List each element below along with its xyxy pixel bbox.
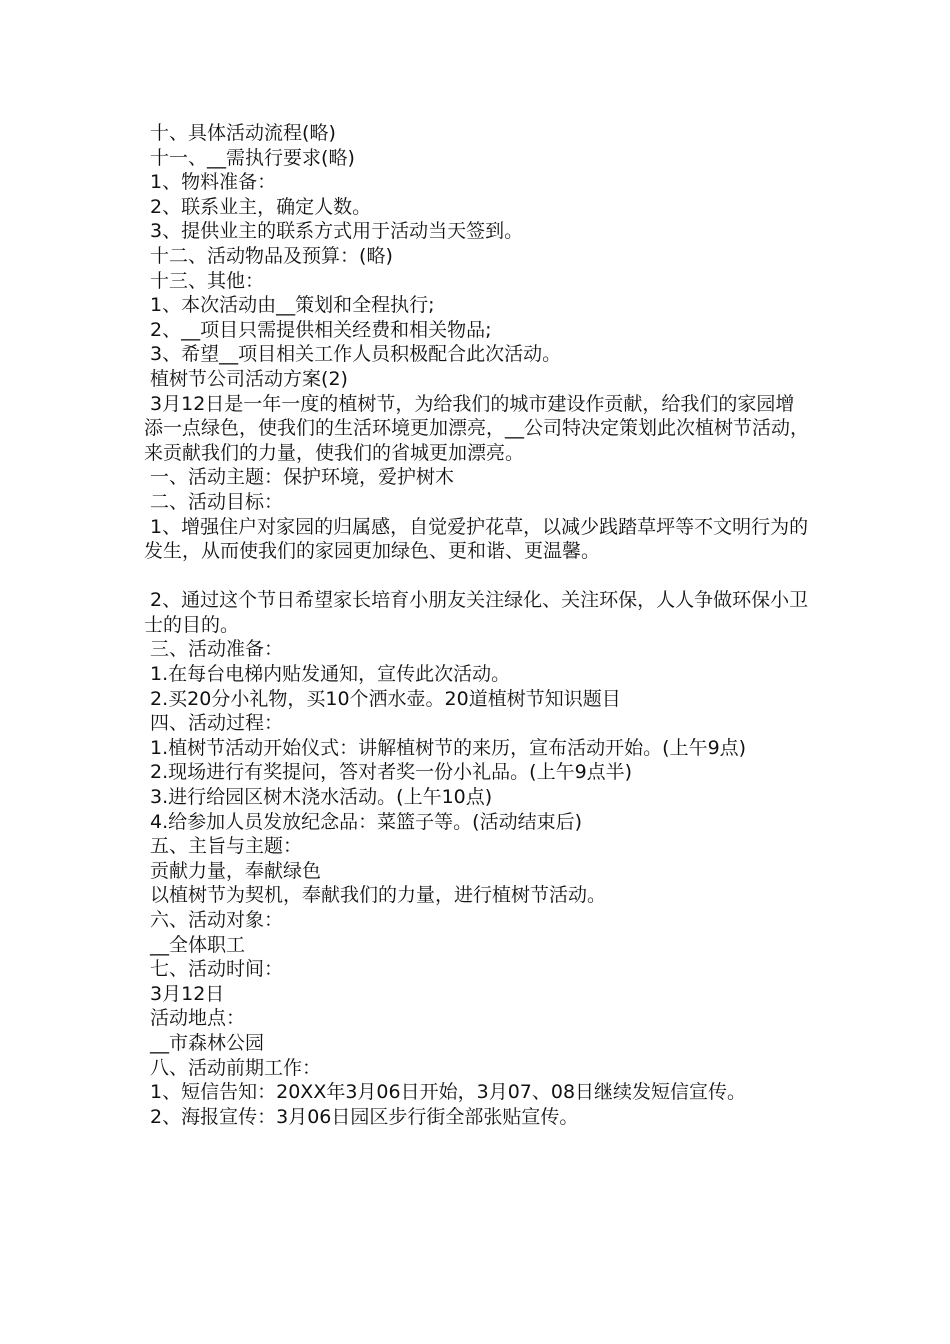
paragraph: 1.在每台电梯内贴发通知，宣传此次活动。 [144, 663, 511, 686]
paragraph: 十、具体活动流程(略) [144, 122, 336, 144]
paragraph: 1、增强住户对家园的归属感，自觉爱护花草，以减少践踏草坪等不文明行为的发生，从而使我们的家园更加绿色、更和谐、更温馨。 [144, 515, 809, 563]
paragraph: 一、活动主题：保护环境，爱护树木 [144, 466, 455, 489]
paragraph: 四、活动过程： [144, 712, 284, 735]
paragraph: 3月12日 [144, 982, 225, 1005]
paragraph: __市森林公园 [144, 1031, 265, 1054]
document-body [144, 121, 812, 1129]
paragraph: 4.给参加人员发放纪念品：菜篮子等。(活动结束后) [144, 810, 583, 833]
blank-line [144, 564, 812, 589]
paragraph: 十三、其他： [144, 269, 265, 292]
paragraph: 以植树节为契机，奉献我们的力量，进行植树节活动。 [144, 884, 607, 907]
paragraph: 2.现场进行有奖提问，答对者奖一份小礼品。(上午9点半) [144, 761, 633, 784]
paragraph: 2、海报宣传：3月06日园区步行街全部张贴宣传。 [144, 1105, 579, 1128]
paragraph: 活动地点： [144, 1007, 246, 1030]
paragraph: 七、活动时间： [144, 958, 284, 981]
paragraph: 二、活动目标： [144, 490, 284, 513]
paragraph: 2.买20分小礼物，买10个洒水壶。20道植树节知识题目 [144, 687, 621, 710]
paragraph: 3.进行给园区树木浇水活动。(上午10点) [144, 786, 493, 809]
paragraph: 六、活动对象： [144, 909, 284, 931]
paragraph: 十一、__需执行要求(略) [144, 146, 355, 169]
paragraph: 2、通过这个节日希望家长培育小朋友关注绿化、关注环保，人人争做环保小卫士的目的。 [144, 589, 809, 636]
paragraph: __全体职工 [144, 933, 246, 956]
paragraph: 1、短信告知：20XX年3月06日开始，3月07、08日继续发短信宣传。 [144, 1081, 747, 1104]
paragraph: 2、联系业主，确定人数。 [144, 195, 372, 218]
paragraph: 3、提供业主的联系方式用于活动当天签到。 [144, 220, 524, 243]
paragraph: 3、希望__项目相关工作人员积极配合此次活动。 [144, 343, 562, 366]
paragraph: 1.植树节活动开始仪式：讲解植树节的来历，宣布活动开始。(上午9点) [144, 736, 747, 759]
paragraph: 2、__项目只需提供相关经费和相关物品; [144, 318, 492, 341]
paragraph: 1、本次活动由__策划和全程执行; [144, 294, 435, 317]
paragraph: 三、活动准备： [144, 638, 284, 661]
paragraph: 八、活动前期工作： [144, 1056, 322, 1079]
paragraph: 1、物料准备： [144, 171, 277, 194]
section-title: 植树节公司活动方案(2) [144, 367, 348, 390]
paragraph: 3月12日是一年一度的植树节，为给我们的城市建设作贡献，给我们的家园增添一点绿色，使我们的生活环境更加漂亮，__公司特决定策划此次植树节活动，来贡献我们的力量，使我们的省城更加漂亮。 [144, 392, 810, 464]
paragraph: 贡献力量，奉献绿色 [144, 859, 322, 882]
paragraph: 十二、活动物品及预算：(略) [144, 244, 393, 267]
paragraph: 五、主旨与主题： [144, 835, 303, 858]
